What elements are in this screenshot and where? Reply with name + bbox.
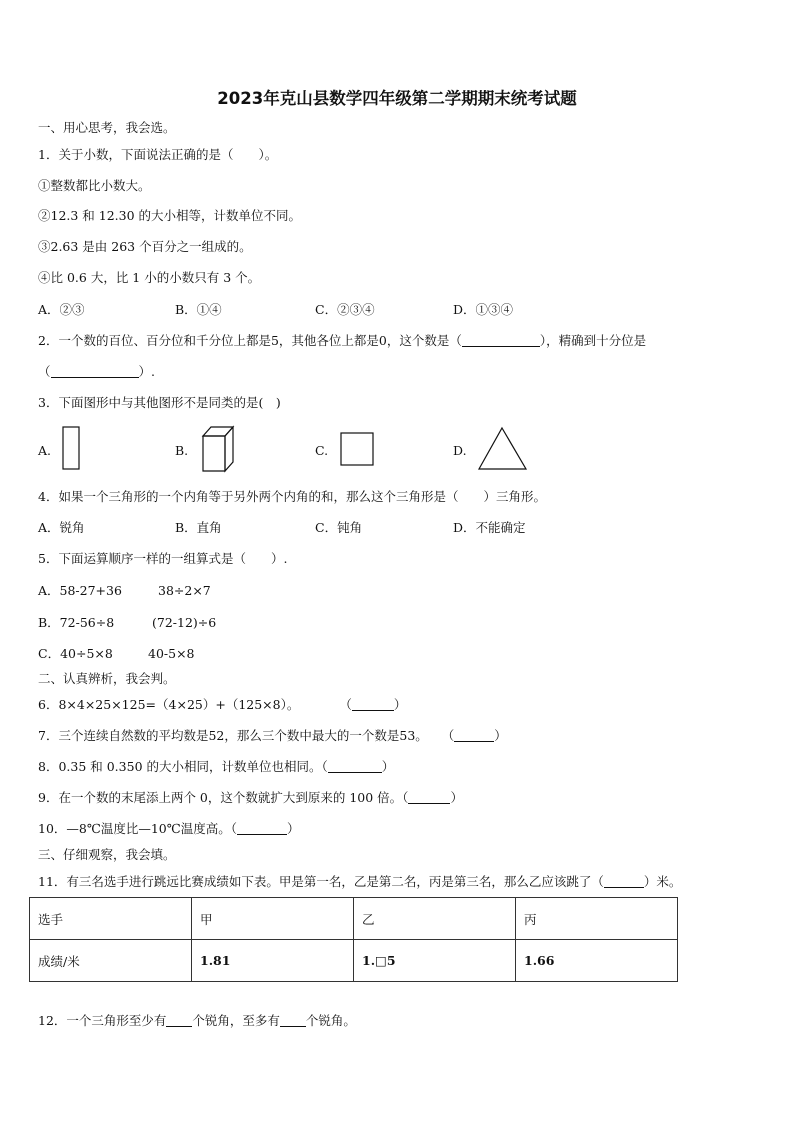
table-header-cell: 甲 bbox=[192, 898, 354, 940]
table-header-cell: 选手 bbox=[30, 898, 192, 940]
table-cell: 成绩/米 bbox=[30, 940, 192, 982]
table-cell: 1.81 bbox=[192, 940, 354, 982]
question-8-stem: 8．0.35 和 0.350 的大小相同，计数单位也相同。（ bbox=[38, 759, 328, 774]
question-7-open-paren: （ bbox=[441, 728, 455, 743]
section-heading-1: 一、用心思考，我会选。 bbox=[38, 120, 176, 135]
question-1-stem: 1．关于小数，下面说法正确的是（ ）。 bbox=[38, 147, 278, 162]
table-header-row bbox=[30, 898, 678, 940]
question-3-stem: 3．下面图形中与其他图形不是同类的是( ) bbox=[38, 395, 281, 410]
score-table bbox=[29, 897, 678, 982]
question-12-blank-2[interactable] bbox=[280, 1014, 306, 1027]
question-10-blank[interactable] bbox=[237, 822, 287, 835]
question-1-option-c[interactable]: C．②③④ bbox=[315, 302, 375, 317]
question-2-blank-1[interactable] bbox=[462, 334, 540, 347]
question-12-blank-1[interactable] bbox=[166, 1014, 192, 1027]
table-header-cell: 丙 bbox=[516, 898, 678, 940]
question-7-close-paren: ） bbox=[494, 728, 507, 743]
question-7 bbox=[38, 728, 507, 744]
question-4-option-c[interactable]: C．钝角 bbox=[315, 520, 363, 535]
question-3-option-b[interactable]: B. bbox=[175, 443, 189, 458]
question-11-stem: 11．有三名选手进行跳远比赛成绩如下表。甲是第一名，乙是第二名，丙是第三名，那么乙应该跳了（ bbox=[38, 874, 604, 889]
question-1-statement-3: ③2.63 是由 263 个百分之一组成的。 bbox=[38, 239, 252, 254]
question-1-statement-4: ④比 0.6 大，比 1 小的小数只有 3 个。 bbox=[38, 270, 261, 285]
question-10 bbox=[38, 821, 300, 837]
question-5-option-b-expr: (72-12)÷6 bbox=[152, 615, 217, 630]
question-6 bbox=[38, 697, 406, 713]
question-5-option-a[interactable]: A．58-27+36 bbox=[38, 583, 122, 598]
table-row bbox=[30, 940, 678, 982]
question-1-option-b[interactable]: B．①④ bbox=[175, 302, 222, 317]
cuboid-shape bbox=[200, 424, 238, 474]
question-6-blank[interactable] bbox=[352, 698, 394, 711]
question-5-option-b[interactable]: B．72-56÷8 bbox=[38, 615, 115, 630]
question-11-blank[interactable] bbox=[604, 875, 644, 888]
question-2-line-1 bbox=[38, 333, 646, 349]
table-header-cell: 乙 bbox=[354, 898, 516, 940]
question-8-blank[interactable] bbox=[328, 760, 382, 773]
question-4-stem: 4．如果一个三角形的一个内角等于另外两个内角的和，那么这个三角形是（ ）三角形。 bbox=[38, 489, 546, 504]
triangle-shape bbox=[477, 426, 529, 472]
question-12-part-1: 12．一个三角形至少有 bbox=[38, 1013, 167, 1028]
question-5-option-c[interactable]: C．40÷5×8 bbox=[38, 646, 113, 661]
question-2-close-paren: ）. bbox=[138, 364, 155, 379]
question-12 bbox=[38, 1013, 356, 1029]
question-3-option-a[interactable]: A. bbox=[38, 443, 52, 458]
section-heading-2: 二、认真辨析，我会判。 bbox=[38, 671, 176, 686]
table-cell: 1.□5 bbox=[354, 940, 516, 982]
question-10-stem: 10．—8℃温度比—10℃温度高。（ bbox=[38, 821, 237, 836]
table-cell: 1.66 bbox=[516, 940, 678, 982]
question-3-option-c[interactable]: C. bbox=[315, 443, 329, 458]
question-6-stem: 6．8×4×25×125=（4×25）+（125×8）。 bbox=[38, 697, 300, 712]
question-8-close-paren: ） bbox=[381, 759, 395, 774]
question-12-part-3: 个锐角。 bbox=[305, 1013, 356, 1028]
question-6-close-paren: ） bbox=[393, 697, 407, 712]
question-11 bbox=[38, 874, 681, 890]
square-shape bbox=[340, 432, 376, 468]
question-1-option-d[interactable]: D．①③④ bbox=[453, 302, 514, 317]
question-2-stem-a: 2．一个数的百位、百分位和千分位上都是5，其他各位上都是0，这个数是（ bbox=[38, 333, 462, 348]
question-2-stem-b: ），精确到十分位是 bbox=[539, 333, 647, 348]
question-7-stem: 7．三个连续自然数的平均数是52，那么三个数中最大的一个数是53。 bbox=[38, 728, 428, 743]
question-4-option-a[interactable]: A．锐角 bbox=[38, 520, 85, 535]
question-10-close-paren: ） bbox=[286, 821, 300, 836]
question-5-option-a-expr: 38÷2×7 bbox=[158, 583, 211, 598]
question-1-statement-1: ①整数都比小数大。 bbox=[38, 178, 151, 193]
question-2-open-paren: （ bbox=[38, 364, 51, 379]
question-2-line-2 bbox=[38, 364, 155, 380]
rectangle-shape bbox=[62, 426, 82, 472]
question-3-option-d[interactable]: D. bbox=[453, 443, 467, 458]
question-4-option-d[interactable]: D．不能确定 bbox=[453, 520, 526, 535]
question-9-stem: 9．在一个数的末尾添上两个 0，这个数就扩大到原来的 100 倍。（ bbox=[38, 790, 409, 805]
question-11-end: ）米。 bbox=[643, 874, 682, 889]
question-4-option-b[interactable]: B．直角 bbox=[175, 520, 222, 535]
question-9 bbox=[38, 790, 463, 806]
question-5-option-c-expr: 40-5×8 bbox=[148, 646, 195, 661]
question-1-option-a[interactable]: A．②③ bbox=[38, 302, 85, 317]
question-12-part-2: 个锐角，至多有 bbox=[192, 1013, 280, 1028]
question-1-statement-2: ②12.3 和 12.30 的大小相等，计数单位不同。 bbox=[38, 208, 302, 223]
question-6-open-paren: （ bbox=[339, 697, 352, 712]
section-heading-3: 三、仔细观察，我会填。 bbox=[38, 847, 176, 862]
question-7-blank[interactable] bbox=[454, 729, 494, 742]
question-9-blank[interactable] bbox=[408, 791, 450, 804]
question-5-stem: 5．下面运算顺序一样的一组算式是（ ）. bbox=[38, 551, 288, 566]
question-8 bbox=[38, 759, 394, 775]
page-title: 2023年克山县数学四年级第二学期期末统考试题 bbox=[217, 89, 577, 108]
question-2-blank-2[interactable] bbox=[51, 365, 139, 378]
question-9-close-paren: ） bbox=[450, 790, 463, 805]
